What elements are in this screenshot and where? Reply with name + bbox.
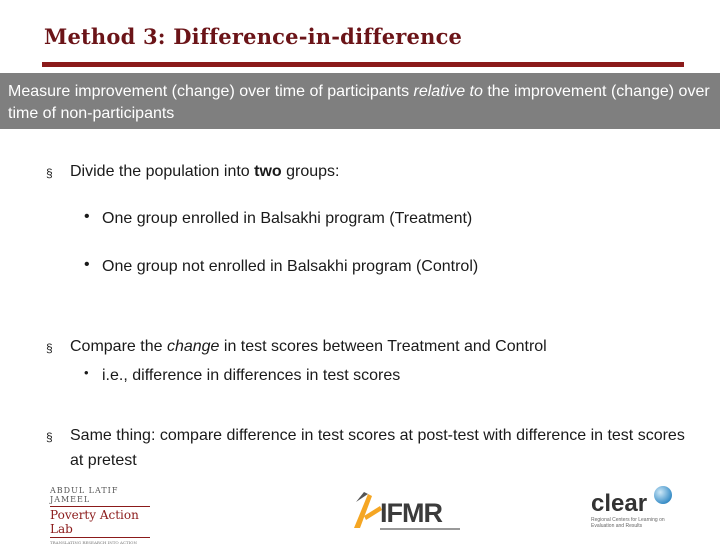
dot-bullet-2a: • bbox=[84, 365, 89, 380]
bullet-2 bbox=[70, 335, 680, 359]
clear-logo-tagline: Regional Centers for Learning on Evaluation and Results bbox=[591, 517, 665, 529]
bullet-3: Same thing: compare difference in test scores at post-test with difference in test scores at pretest bbox=[70, 427, 685, 469]
jpal-logo-line2: Poverty Action Lab bbox=[50, 506, 150, 538]
bullet-1-text-end: groups: bbox=[281, 163, 340, 180]
title-divider bbox=[42, 62, 684, 67]
banner-emphasis: relative to bbox=[413, 83, 483, 100]
dot-bullet-1b: • bbox=[84, 256, 90, 273]
clear-logo-text: clear bbox=[591, 490, 648, 517]
jpal-logo bbox=[50, 486, 150, 545]
jpal-logo-line1: ABDUL LATIF JAMEEL bbox=[50, 486, 119, 504]
sub-bullet-2a: i.e., difference in differences in test scores bbox=[102, 367, 401, 384]
square-bullet-1: § bbox=[46, 166, 53, 180]
globe-icon bbox=[654, 486, 672, 504]
ifmr-emblem-icon bbox=[350, 486, 384, 532]
slide-title: Method 3: Difference-in-difference bbox=[44, 24, 463, 49]
square-bullet-2: § bbox=[46, 341, 53, 355]
banner-text-1: Measure improvement (change) over time of participants bbox=[8, 83, 414, 100]
dot-bullet-1a: • bbox=[84, 208, 90, 225]
bullet-2-text: Compare the bbox=[70, 338, 167, 355]
sub-bullet-1a: One group enrolled in Balsakhi program (Treatment) bbox=[102, 210, 473, 227]
jpal-logo-line3: TRANSLATING RESEARCH INTO ACTION bbox=[50, 540, 137, 545]
bullet-1-bold: two bbox=[254, 163, 282, 180]
ifmr-underline bbox=[380, 528, 460, 530]
clear-logo bbox=[588, 486, 688, 532]
bullet-1-text: Divide the population into bbox=[70, 163, 255, 180]
definition-banner bbox=[0, 73, 720, 129]
ifmr-logo-text: IFMR bbox=[380, 498, 442, 528]
square-bullet-3: § bbox=[46, 430, 53, 444]
bullet-2-emphasis: change bbox=[166, 338, 220, 355]
bullet-2-text-end: in test scores between Treatment and Control bbox=[219, 338, 547, 355]
sub-bullet-1b: One group not enrolled in Balsakhi program (Control) bbox=[102, 258, 479, 275]
bullet-1 bbox=[70, 160, 670, 184]
ifmr-logo bbox=[350, 486, 460, 532]
banner-text-2: the improvement (change) over time of non-participants bbox=[8, 83, 710, 122]
